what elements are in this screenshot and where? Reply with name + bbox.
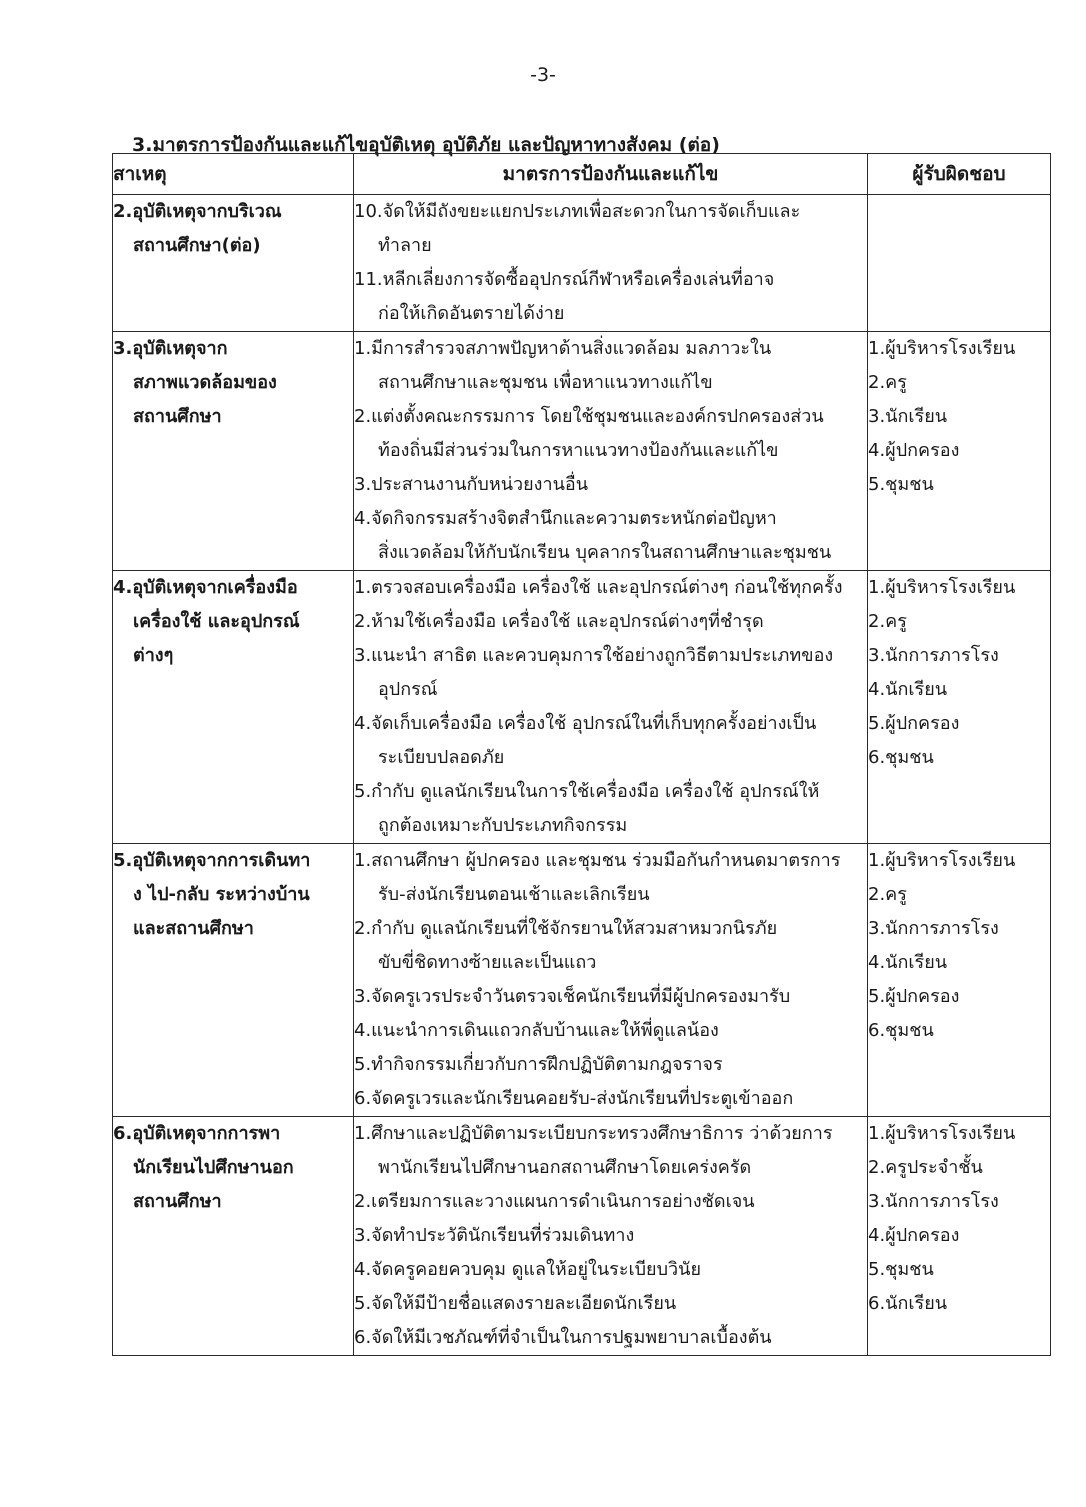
measure-item: 3.จัดทำประวัตินักเรียนที่ร่วมเดินทาง — [354, 1225, 635, 1246]
measure-item: 1.สถานศึกษา ผู้ปกครอง และชุมชน ร่วมมือกันกำหนดมาตรการ — [354, 850, 841, 871]
measure-item: 2.เตรียมการและวางแผนการดำเนินการอย่างชัดเจน — [354, 1191, 755, 1212]
measure-item: 3.ประสานงานกับหน่วยงานอื่น — [354, 474, 588, 495]
table-row — [113, 571, 1051, 844]
measures-cell — [354, 571, 868, 844]
responsible-item: 5.ชุมชน — [868, 474, 934, 495]
measure-item-continuation: ท้องถิ่นมีส่วนร่วมในการหาแนวทางป้องกันและแก้ไข — [378, 440, 779, 461]
cause-text: สภาพแวดล้อมของ — [133, 372, 277, 393]
measures-table — [112, 153, 1051, 1356]
responsible-item: 4.นักเรียน — [868, 952, 948, 973]
responsible-item: 4.ผู้ปกครอง — [868, 440, 960, 461]
header-responsible: ผู้รับผิดชอบ — [868, 154, 1051, 195]
measure-item: 4.จัดครูคอยควบคุม ดูแลให้อยู่ในระเบียบวินัย — [354, 1259, 701, 1280]
measure-item: 10.จัดให้มีถังขยะแยกประเภทเพื่อสะดวกในการจัดเก็บและ — [354, 201, 801, 222]
measure-item-continuation: รับ-ส่งนักเรียนตอนเช้าและเลิกเรียน — [378, 884, 650, 905]
header-measures: มาตรการป้องกันและแก้ไข — [354, 154, 868, 195]
cause-text: และสถานศึกษา — [133, 918, 254, 939]
responsible-item: 6.ชุมชน — [868, 1020, 934, 1041]
measure-item-continuation: สิ่งแวดล้อมให้กับนักเรียน บุคลากรในสถานศึกษาและชุมชน — [378, 542, 832, 563]
responsible-item: 6.ชุมชน — [868, 747, 934, 768]
measure-item: 3.จัดครูเวรประจำวันตรวจเช็คนักเรียนที่มีผู้ปกครองมารับ — [354, 986, 791, 1007]
section-title: 3.มาตรการป้องกันและแก้ไขอุบัติเหตุ อุบัติภัย และปัญหาทางสังคม (ต่อ) — [132, 134, 720, 156]
responsible-item: 4.นักเรียน — [868, 679, 948, 700]
measure-item: 1.มีการสำรวจสภาพปัญหาด้านสิ่งแวดล้อม มลภาวะใน — [354, 338, 772, 359]
table-row — [113, 332, 1051, 571]
measures-cell — [354, 332, 868, 571]
measure-item-continuation: ก่อให้เกิดอันตรายได้ง่าย — [378, 303, 565, 324]
responsible-item: 2.ครู — [868, 884, 907, 905]
cause-cell — [113, 844, 354, 1117]
responsible-item: 3.นักเรียน — [868, 406, 948, 427]
responsible-item: 6.นักเรียน — [868, 1293, 948, 1314]
cause-text: เครื่องใช้ และอุปกรณ์ — [133, 611, 300, 632]
measures-cell — [354, 844, 868, 1117]
responsible-item: 3.นักการภารโรง — [868, 645, 999, 666]
table-header-row — [113, 154, 1051, 195]
measure-item-continuation: สถานศึกษาและชุมชน เพื่อหาแนวทางแก้ไข — [378, 372, 713, 393]
measure-item: 1.ศึกษาและปฏิบัติตามระเบียบกระทรวงศึกษาธิการ ว่าด้วยการ — [354, 1123, 833, 1144]
measure-item: 2.กำกับ ดูแลนักเรียนที่ใช้จักรยานให้สวมสาหมวกนิรภัย — [354, 918, 778, 939]
measure-item: 3.แนะนำ สาธิต และควบคุมการใช้อย่างถูกวิธีตามประเภทของ — [354, 645, 834, 666]
measure-item: 4.จัดกิจกรรมสร้างจิตสำนึกและความตระหนักต่อปัญหา — [354, 508, 777, 529]
cause-text: 5.อุบัติเหตุจากการเดินทา — [113, 850, 311, 871]
measure-item: 5.จัดให้มีป้ายชื่อแสดงรายละเอียดนักเรียน — [354, 1293, 677, 1314]
table-body — [113, 195, 1051, 1356]
cause-text: 4.อุบัติเหตุจากเครื่องมือ — [113, 577, 298, 598]
measure-item: 5.กำกับ ดูแลนักเรียนในการใช้เครื่องมือ เครื่องใช้ อุปกรณ์ให้ — [354, 781, 820, 802]
measure-item: 6.จัดครูเวรและนักเรียนคอยรับ-ส่งนักเรียนที่ประตูเข้าออก — [354, 1088, 794, 1109]
measure-item-continuation: อุปกรณ์ — [378, 679, 438, 700]
cause-cell — [113, 571, 354, 844]
measure-item-continuation: ถูกต้องเหมาะกับประเภทกิจกรรม — [378, 815, 628, 836]
table-row — [113, 844, 1051, 1117]
cause-text: ง ไป-กลับ ระหว่างบ้าน — [133, 884, 310, 905]
measure-item: 2.แต่งตั้งคณะกรรมการ โดยใช้ชุมชนและองค์กรปกครองส่วน — [354, 406, 824, 427]
cause-text: สถานศึกษา(ต่อ) — [133, 235, 261, 256]
measure-item: 4.แนะนำการเดินแถวกลับบ้านและให้พี่ดูแลน้อง — [354, 1020, 719, 1041]
responsible-cell — [868, 332, 1051, 571]
cause-text: 3.อุบัติเหตุจาก — [113, 338, 228, 359]
measures-cell — [354, 1117, 868, 1356]
responsible-item: 3.นักการภารโรง — [868, 1191, 999, 1212]
responsible-item: 5.ผู้ปกครอง — [868, 713, 960, 734]
measure-item: 6.จัดให้มีเวชภัณฑ์ที่จำเป็นในการปฐมพยาบาลเบื้องต้น — [354, 1327, 772, 1348]
measure-item-continuation: พานักเรียนไปศึกษานอกสถานศึกษาโดยเคร่งครัด — [378, 1157, 752, 1178]
responsible-item: 2.ครู — [868, 611, 907, 632]
table-row — [113, 1117, 1051, 1356]
measure-item-continuation: ระเบียบปลอดภัย — [378, 747, 505, 768]
measure-item-continuation: ทำลาย — [378, 235, 432, 256]
table-row — [113, 195, 1051, 332]
cause-cell — [113, 195, 354, 332]
cause-text: สถานศึกษา — [133, 1191, 222, 1212]
page-number: -3- — [530, 64, 556, 86]
measure-item: 11.หลีกเลี่ยงการจัดซื้ออุปกรณ์กีฬาหรือเครื่องเล่นที่อาจ — [354, 269, 775, 290]
header-cause: สาเหตุ — [113, 154, 354, 195]
cause-text: 2.อุบัติเหตุจากบริเวณ — [113, 201, 282, 222]
responsible-item: 1.ผู้บริหารโรงเรียน — [868, 338, 1016, 359]
cause-cell — [113, 1117, 354, 1356]
responsible-item: 5.ผู้ปกครอง — [868, 986, 960, 1007]
cause-text: นักเรียนไปศึกษานอก — [133, 1157, 294, 1178]
responsible-item: 1.ผู้บริหารโรงเรียน — [868, 1123, 1016, 1144]
measure-item: 5.ทำกิจกรรมเกี่ยวกับการฝึกปฏิบัติตามกฎจราจร — [354, 1054, 723, 1075]
responsible-item: 5.ชุมชน — [868, 1259, 934, 1280]
responsible-cell — [868, 844, 1051, 1117]
responsible-cell — [868, 571, 1051, 844]
measure-item: 4.จัดเก็บเครื่องมือ เครื่องใช้ อุปกรณ์ในที่เก็บทุกครั้งอย่างเป็น — [354, 713, 817, 734]
responsible-item: 3.นักการภารโรง — [868, 918, 999, 939]
responsible-item: 4.ผู้ปกครอง — [868, 1225, 960, 1246]
measures-cell — [354, 195, 868, 332]
cause-text: ต่างๆ — [133, 645, 174, 666]
responsible-item: 1.ผู้บริหารโรงเรียน — [868, 850, 1016, 871]
responsible-cell — [868, 195, 1051, 332]
responsible-item: 2.ครู — [868, 372, 907, 393]
cause-text: 6.อุบัติเหตุจากการพา — [113, 1123, 281, 1144]
responsible-cell — [868, 1117, 1051, 1356]
responsible-item: 2.ครูประจำชั้น — [868, 1157, 983, 1178]
responsible-item: 1.ผู้บริหารโรงเรียน — [868, 577, 1016, 598]
measure-item: 2.ห้ามใช้เครื่องมือ เครื่องใช้ และอุปกรณ์ต่างๆที่ชำรุด — [354, 611, 764, 632]
cause-cell — [113, 332, 354, 571]
measure-item: 1.ตรวจสอบเครื่องมือ เครื่องใช้ และอุปกรณ์ต่างๆ ก่อนใช้ทุกครั้ง — [354, 577, 843, 598]
measure-item-continuation: ขับขี่ชิดทางซ้ายและเป็นแถว — [378, 952, 597, 973]
cause-text: สถานศึกษา — [133, 406, 222, 427]
